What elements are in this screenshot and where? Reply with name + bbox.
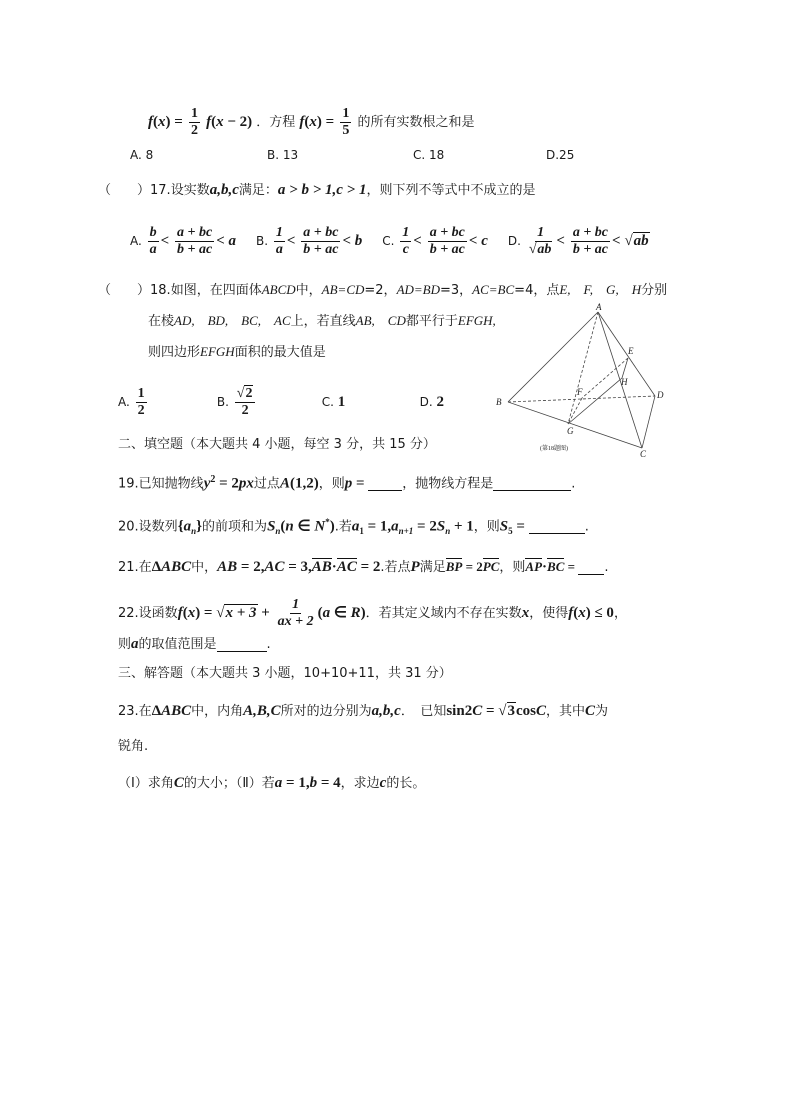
- q22: 22.设函数f(x) = √x + 3 + $\frac{1}{ax + 2}$ (a ∈ R)．若其定义域内不存在实数x，使得f(x) ≤ 0，: [118, 597, 627, 629]
- q23-line2: 锐角.: [118, 739, 149, 754]
- q17-option-a[interactable]: A. $\frac{b}{a}$ < $\frac{a + bc}{b + ac}$ < a: [130, 225, 237, 257]
- blank-dot-product[interactable]: [578, 560, 604, 575]
- fraction-fifth: $\frac{1}{5}$: [342, 106, 350, 138]
- label-f: F: [577, 387, 583, 397]
- edge-gh: [568, 378, 622, 424]
- label-c: C: [640, 449, 647, 459]
- q18-option-d[interactable]: D. 2: [419, 394, 444, 410]
- section-2-heading: 二、填空题（本大题共 4 小题，每空 3 分，共 15 分）: [118, 437, 436, 452]
- label-g: G: [567, 426, 574, 436]
- label-d: D: [657, 390, 664, 400]
- blank-range[interactable]: [217, 637, 267, 652]
- q16-option-a[interactable]: A. 8: [130, 148, 154, 162]
- blank-p[interactable]: [368, 476, 402, 491]
- q21: 21.在ΔABC中，AB = 2,AC = 3,AB·AC = 2.若点P满足BP = 2PC，则AP·BC = .: [118, 559, 609, 575]
- edge-fg: [568, 398, 582, 424]
- q18-line2: 在棱AD, BD, BC, AC上，若直线AB, CD都平行于EFGH,: [148, 313, 496, 329]
- section-3-heading: 三、解答题（本大题共 3 小题，10+10+11，共 31 分）: [118, 666, 452, 681]
- edge-ag: [568, 312, 598, 424]
- q18-option-b[interactable]: B. $\frac{√2}{2}$: [217, 395, 258, 409]
- q22-line2: 则a的取值范围是 .: [118, 636, 271, 652]
- tetrahedron-figure: [490, 300, 675, 460]
- blank-s5[interactable]: [529, 519, 585, 534]
- q18-line3: 则四边形EFGH面积的最大值是: [148, 344, 326, 360]
- q23-parts: （Ⅰ）求角C的大小；（Ⅱ）若a = 1,b = 4，求边c的长。: [118, 775, 426, 791]
- q16-option-b[interactable]: B. 13: [267, 148, 299, 162]
- edge-bc: [508, 402, 642, 448]
- blank-parabola[interactable]: [493, 476, 571, 491]
- q20: 20.设数列$\{a_n\}$的前项和为$S_n(n$ ∈ N*).若$a_1 = 1,a_{n+1} = 2S_n + 1$，则$S_5$ = .: [118, 517, 589, 536]
- q17-option-b[interactable]: B. $\frac{1}{a}$ < $\frac{a + bc}{b + ac}$ < b: [256, 225, 363, 257]
- q16-option-d[interactable]: D.25: [546, 148, 575, 162]
- fraction-half: $\frac{1}{2}$: [190, 106, 198, 138]
- answer-paren[interactable]: （ ）: [98, 183, 151, 198]
- edge-ab: [508, 312, 598, 402]
- q18-options: [118, 382, 444, 423]
- edge-he: [622, 358, 628, 378]
- q18-stem: （ ）18.如图，在四面体ABCD中，AB=CD=2，AD=BD=3，AC=BC=4，点E, F, G, H分别: [98, 282, 668, 298]
- q16-line: f(x) = $\frac{1}{2}$ f(x − 2) ．方程 f(x) = $\frac{1}{5}$ 的所有实数根之和是: [148, 106, 475, 138]
- q17-option-d[interactable]: D. $\frac{1}{√ab}$ < $\frac{a + bc}{b + ac}$ < √ab: [507, 225, 649, 257]
- label-a: A: [596, 302, 602, 312]
- answer-paren[interactable]: （ ）: [98, 283, 151, 298]
- label-e: E: [628, 346, 634, 356]
- q16-option-c[interactable]: C. 18: [413, 148, 445, 162]
- q17-options: [130, 224, 650, 259]
- q19: 19.已知抛物线$y^2 = 2px$过点A(1,2)，则p = ，抛物线方程是 .: [118, 474, 576, 492]
- q23: 23.在ΔABC中，内角A,B,C所对的边分别为a,b,c． 已知sin2C = √3cosC，其中C为: [118, 703, 609, 719]
- figure-caption: (第18题图): [540, 446, 568, 452]
- q17-stem: （ ）17.设实数a,b,c满足：a > b > 1,c > 1，则下列不等式中不成立的是: [98, 182, 536, 198]
- label-b: B: [496, 397, 502, 407]
- q18-option-a[interactable]: A. $\frac{1}{2}$: [118, 386, 145, 418]
- q17-option-c[interactable]: C. $\frac{1}{c}$ < $\frac{a + bc}{b + ac}$ < c: [382, 225, 488, 257]
- label-h: H: [621, 377, 628, 387]
- edge-cd: [642, 396, 655, 448]
- q18-option-c[interactable]: C. 1: [321, 394, 346, 410]
